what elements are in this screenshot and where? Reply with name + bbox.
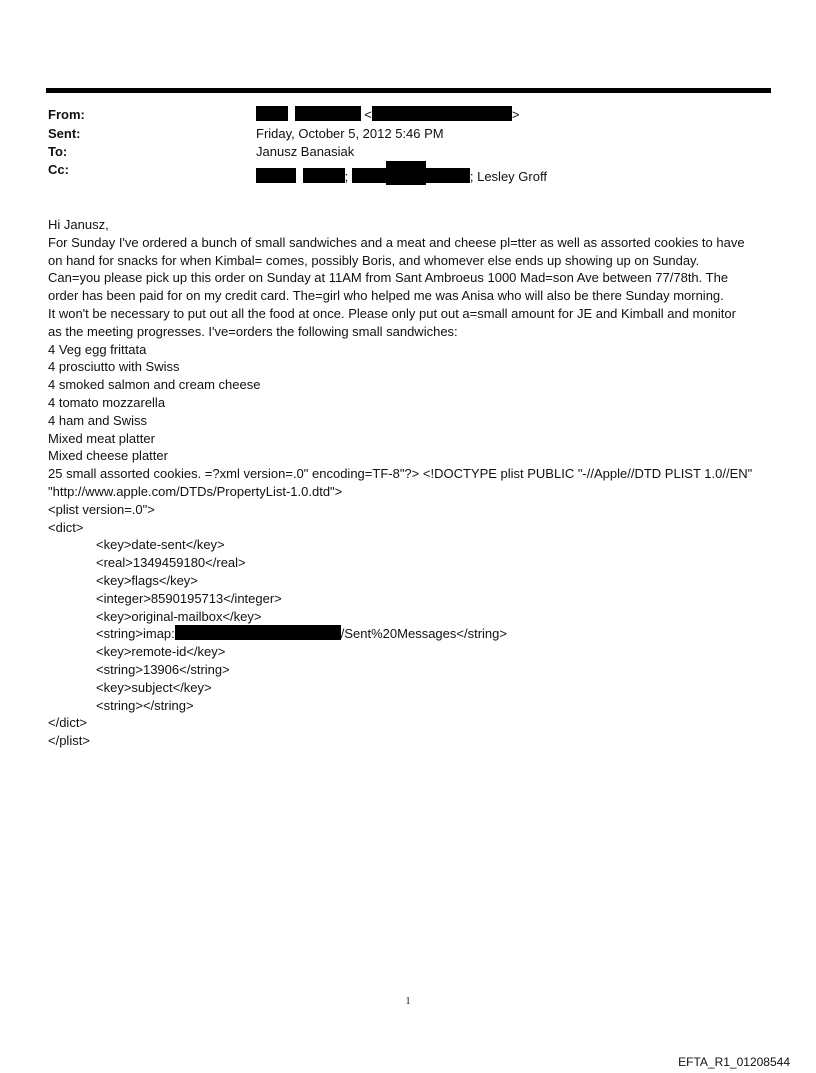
redaction-block	[372, 106, 512, 121]
plist-line: <dict>	[48, 519, 84, 535]
plist-line: </plist>	[48, 733, 90, 749]
redaction-block	[295, 106, 361, 121]
plist-line: <key>date-sent</key>	[96, 537, 225, 553]
from-lt: <	[364, 107, 372, 122]
sent-value: Friday, October 5, 2012 5:46 PM	[256, 126, 444, 141]
cc-separator: ;	[344, 169, 349, 184]
body-line: order has been paid for on my credit card. The=girl who helped me was Anisa who will also be there Sunday morning.	[48, 288, 724, 304]
from-value	[256, 106, 519, 124]
redaction-block	[386, 161, 426, 185]
plist-line: <string>13906</string>	[96, 661, 230, 677]
to-label: To:	[48, 144, 68, 159]
plist-line: <real>1349459180</real>	[96, 555, 246, 571]
cc-value-tail: ; Lesley Groff	[469, 169, 547, 184]
cc-label: Cc:	[48, 162, 69, 177]
header-rule	[46, 88, 771, 93]
plist-line: </dict>	[48, 715, 88, 731]
order-item: Mixed cheese platter	[48, 448, 168, 464]
order-item: 4 ham and Swiss	[48, 412, 147, 428]
to-value: Janusz Banasiak	[256, 144, 355, 159]
order-item: Mixed meat platter	[48, 430, 155, 446]
order-item: 4 smoked salmon and cream cheese	[48, 377, 261, 393]
imap-suffix: /Sent%20Messages</string>	[340, 626, 507, 642]
body-line: on hand for snacks for when Kimbal= comes, possibly Boris, and whomever else ends up showing up on Sunday.	[48, 252, 700, 268]
plist-line-imap	[48, 625, 773, 643]
redaction-block	[352, 168, 386, 183]
order-item: 4 tomato mozzarella	[48, 394, 166, 410]
redaction-block	[426, 168, 470, 183]
redaction-block	[256, 168, 296, 183]
sent-label: Sent:	[48, 126, 81, 141]
email-body	[48, 216, 773, 750]
plist-line: <key>original-mailbox</key>	[96, 608, 262, 624]
cc-value	[256, 161, 547, 186]
plist-line: <string></string>	[96, 697, 194, 713]
body-line: 25 small assorted cookies. =?xml version=.0" encoding=TF-8"?> <!DOCTYPE plist PUBLIC "-//Apple//DTD PLIST 1.0//EN"	[48, 466, 753, 482]
body-line: Hi Janusz,	[48, 217, 109, 232]
order-item: 4 prosciutto with Swiss	[48, 359, 180, 375]
body-line: as the meeting progresses. I've=orders the following small sandwiches:	[48, 323, 458, 339]
body-line: For Sunday I've ordered a bunch of small sandwiches and a meat and cheese pl=tter as well as assorted cookies to have	[48, 234, 745, 250]
plist-line: <integer>8590195713</integer>	[96, 590, 282, 606]
plist-line: <plist version=.0">	[48, 501, 155, 517]
redaction-block	[256, 106, 288, 121]
page-number: 1	[405, 996, 411, 1007]
plist-line: <key>subject</key>	[96, 679, 212, 695]
from-gt: >	[511, 107, 520, 122]
order-item: 4 Veg egg frittata	[48, 341, 147, 357]
body-line: "http://www.apple.com/DTDs/PropertyList-1.0.dtd">	[48, 483, 343, 499]
document-id: EFTA_R1_01208544	[678, 1055, 790, 1069]
from-label: From:	[48, 107, 85, 122]
redaction-block	[175, 625, 341, 640]
redaction-block	[303, 168, 345, 183]
plist-line: <key>flags</key>	[96, 572, 198, 588]
plist-line: <key>remote-id</key>	[96, 644, 226, 660]
body-line: Can=you please pick up this order on Sunday at 11AM from Sant Ambroeus 1000 Mad=son Ave between 77/78th. The	[48, 270, 729, 286]
imap-prefix: <string>imap:	[96, 626, 175, 642]
body-line: It won't be necessary to put out all the food at once. Please only put out a=small amount for JE and Kimball and monitor	[48, 305, 736, 321]
